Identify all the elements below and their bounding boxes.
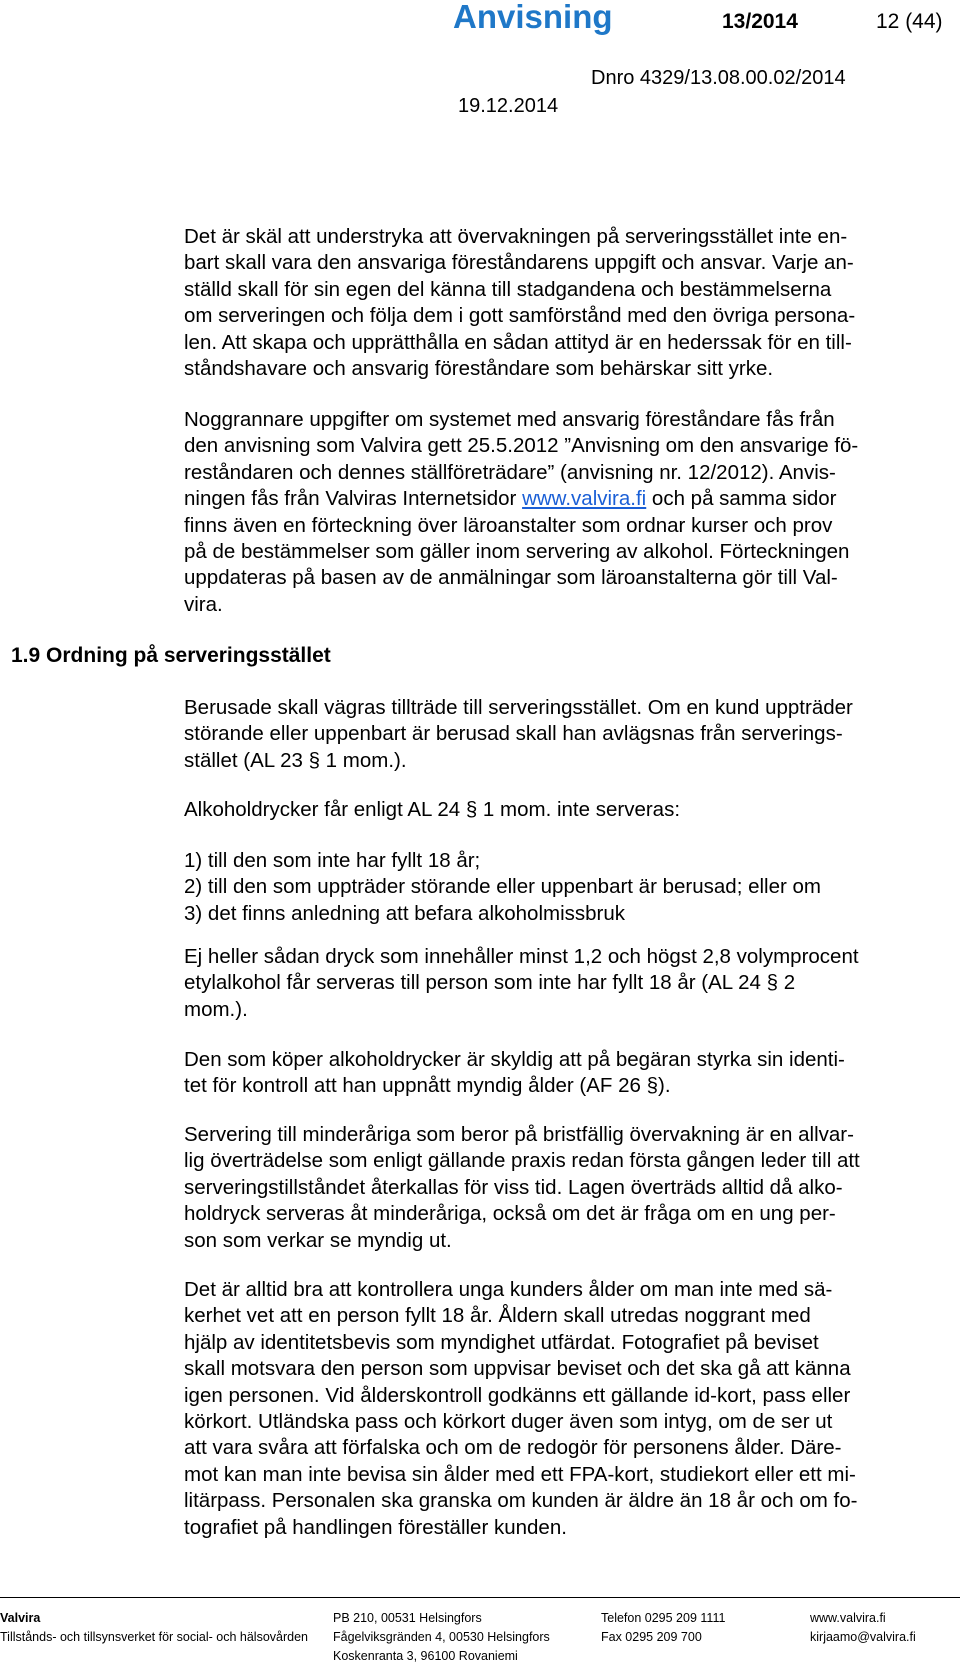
document-date: 19.12.2014	[458, 95, 559, 117]
footer-phone: Telefon 0295 209 1111	[601, 1611, 726, 1625]
footer-email[interactable]: kirjaamo@valvira.fi	[810, 1630, 916, 1644]
page-number: 12 (44)	[876, 10, 943, 33]
document-number: 13/2014	[722, 10, 798, 33]
restriction-list	[184, 848, 954, 927]
footer-address-1: PB 210, 00531 Helsingfors	[333, 1611, 482, 1625]
valvira-website-link[interactable]: www.valvira.fi	[522, 487, 647, 511]
footer-org-full: Tillstånds- och tillsynsverket för social- och hälsovården	[0, 1630, 308, 1644]
paragraph-low-alcohol: Ej heller sådan dryck som innehåller minst 1,2 och högst 2,8 volymprocent etylalkohol får serveras till person som inte har fyllt 18 år (AL 24 § 2 mom.).	[184, 945, 859, 1021]
diary-number: Dnro 4329/13.08.00.02/2014	[591, 67, 846, 89]
paragraph-more-info: Noggrannare uppgifter om systemet med ansvarig föreståndare fås från den anvisning som Valvira gett 25.5.2012 ”Anvisning om den ansvarige fö- reståndaren och dennes ställföreträdare” (anvisning nr. 12/2012). Anvis- ningen fås från Valviras Internetsidor www.valvira.fi och på samma sidor finns även en förteckning över läroanstalter som ordnar kurser och prov på de bestämmelser som gäller inom servering av alkohol. Förteckningen uppdateras på basen av de anmälningar som läroanstalterna gör till Val- vira.	[184, 408, 859, 616]
paragraph-identity: Den som köper alkoholdrycker är skyldig att på begäran styrka sin identi- tet för kontroll att han uppnått myndig ålder (AF 26 §).	[184, 1048, 845, 1098]
paragraph-intoxicated: Berusade skall vägras tillträde till serveringsstället. Om en kund uppträder störande eller uppenbart är berusad skall han avlägsnas från serverings- stället (AL 23 § 1 mom.).	[184, 696, 853, 772]
list-item: 2) till den som uppträder störande eller uppenbart är berusad; eller om	[184, 875, 821, 899]
paragraph-age-check: Det är alltid bra att kontrollera unga kunders ålder om man inte med sä- kerhet vet att en person fyllt 18 år. Åldern skall utredas noggrant med hjälp av identitetsbevis som myndighet utfärdat. Fotografiet på beviset skall motsvara den person som uppvisar beviset och det ska gå att känna igen personen. Vid ålderskontroll godkänns ett gällande id-kort, pass eller körkort. Utländska pass och körkort duger även som intyg, om de ser ut att vara svåra att förfalska och om de redogör för personens ålder. Däre- mot kan man inte bevisa sin ålder med ett FPA-kort, studiekort eller ett mi- litärpass. Personalen ska granska om kunden är äldre än 18 år och om fo- tografiet på handlingen föreställer kunden.	[184, 1278, 858, 1539]
document-type-title: Anvisning	[453, 0, 613, 35]
list-item: 3) det finns anledning att befara alkoholmissbruk	[184, 901, 626, 925]
footer-org: Valvira	[0, 1611, 41, 1625]
footer-fax: Fax 0295 209 700	[601, 1630, 702, 1644]
paragraph-not-served: Alkoholdrycker får enligt AL 24 § 1 mom. inte serveras:	[184, 798, 681, 821]
list-item: 1) till den som inte har fyllt 18 år;	[184, 849, 481, 872]
footer-address-2: Fågelviksgränden 4, 00530 Helsingfors	[333, 1630, 550, 1644]
footer-address-3: Koskenranta 3, 96100 Rovaniemi	[333, 1649, 518, 1663]
paragraph-supervision: Det är skäl att understryka att övervakningen på serveringsstället inte en- bart skall vara den ansvariga föreståndarens uppgift och ansvar. Varje an- ställd skall för sin egen del känna till stadgandena och bestämmelserna om serveringen och följa dem i gott samförstånd med den övriga persona- len. Att skapa och upprätthålla en sådan attityd är en hederssak för en till- ståndshavare och ansvarig föreståndare som behärskar sitt yrke.	[184, 225, 856, 381]
footer-website[interactable]: www.valvira.fi	[810, 1611, 886, 1625]
footer-divider	[0, 1597, 960, 1598]
paragraph-minors: Servering till minderåriga som beror på bristfällig övervakning är en allvar- lig överträdelse som enligt gällande praxis redan första gången leder till att serveringstillståndet återkallas för viss tid. Lagen överträds alltid då alko- holdryck serveras åt minderåriga, också om det är fråga om en ung per- son som verkar se myndig ut.	[184, 1123, 860, 1252]
section-heading: 1.9 Ordning på serveringsstället	[11, 644, 331, 667]
